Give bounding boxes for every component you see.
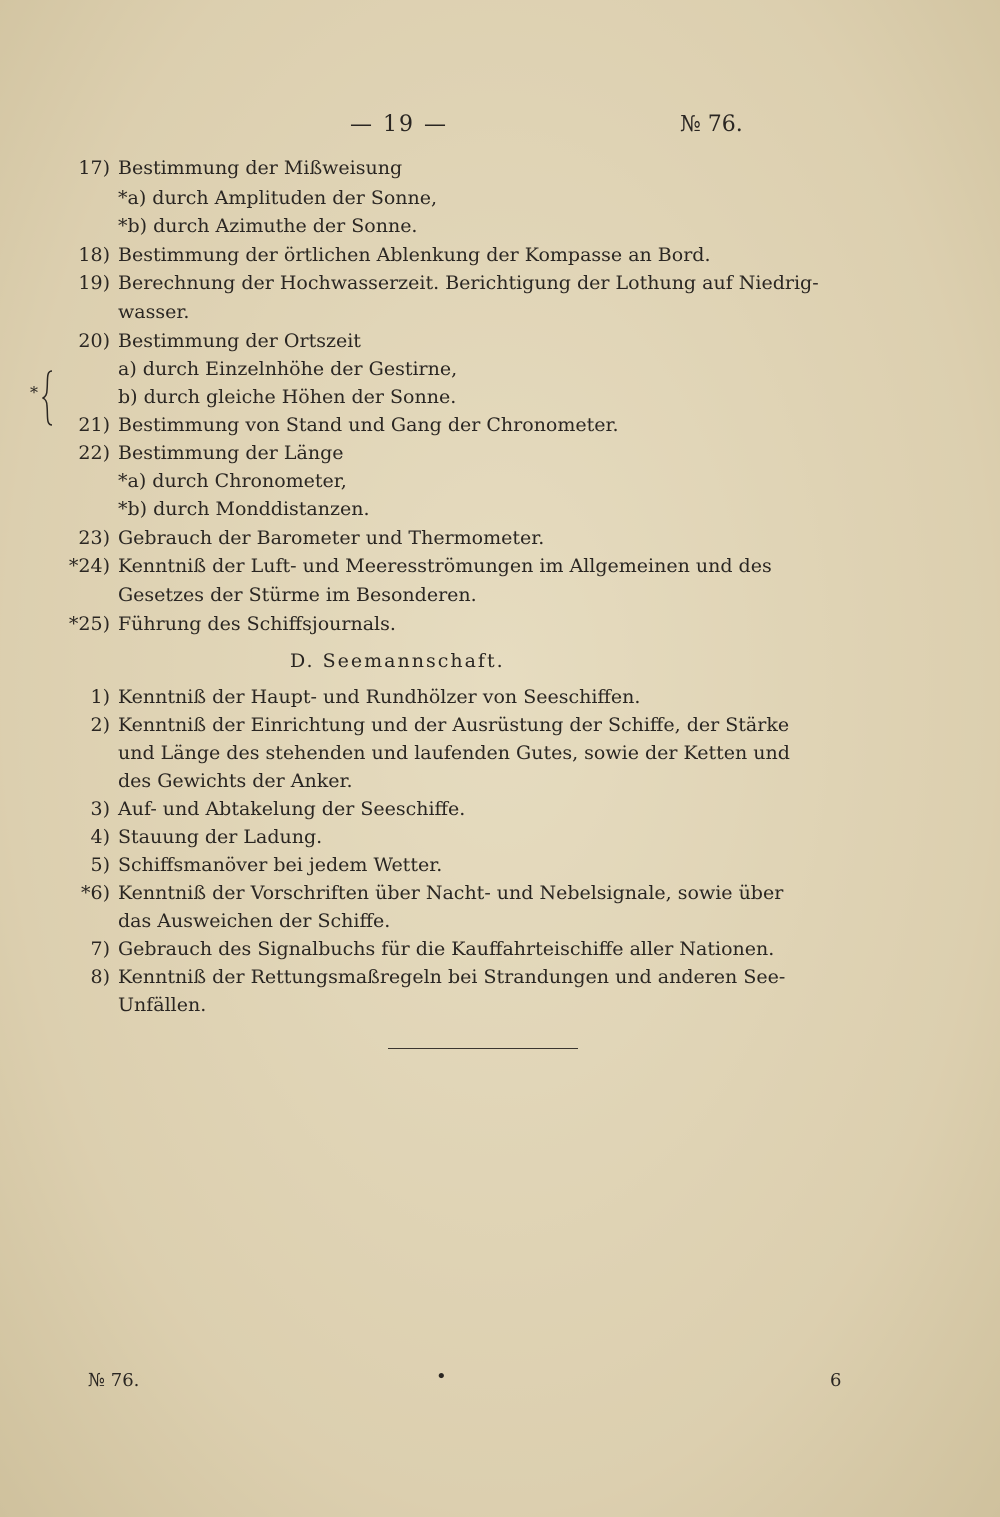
item-number: 1): [90, 686, 110, 708]
line-text: Kenntniß der Einrichtung und der Ausrüstung der Schiffe, der Stärke: [118, 714, 790, 736]
item-number: 2): [90, 714, 110, 736]
item-number: 19): [78, 272, 110, 294]
text-line: [0, 648, 1000, 675]
curly-brace-icon: [42, 370, 54, 426]
text-line: [0, 553, 1000, 580]
item-number: 23): [78, 527, 110, 549]
text-line: [0, 412, 1000, 439]
line-text: Bestimmung der Mißweisung: [118, 157, 403, 179]
item-number: 5): [90, 854, 110, 876]
footer-doc-number: № 76.: [88, 1370, 140, 1391]
item-number: 17): [78, 157, 110, 179]
line-text: wasser.: [118, 301, 190, 323]
text-line: [0, 824, 1000, 851]
item-number: *6): [80, 882, 110, 904]
item-number: 4): [90, 826, 110, 848]
line-text: das Ausweichen der Schiffe.: [118, 910, 391, 932]
line-text: Bestimmung der örtlichen Ablenkung der Kompasse an Bord.: [118, 244, 711, 266]
line-text: Gebrauch der Barometer und Thermometer.: [118, 527, 545, 549]
line-text: *b) durch Monddistanzen.: [118, 498, 370, 520]
item-number: 3): [90, 798, 110, 820]
footer-dot: •: [436, 1366, 447, 1387]
text-line: [0, 740, 1000, 767]
text-line: [0, 880, 1000, 907]
item-number: 8): [90, 966, 110, 988]
line-text: Bestimmung der Länge: [118, 442, 344, 464]
page-number: — 19 —: [350, 112, 448, 137]
text-line: [0, 299, 1000, 326]
text-line: [0, 440, 1000, 467]
text-line: [0, 936, 1000, 963]
section-rule: [388, 1048, 578, 1049]
section-heading: D. Seemannschaft.: [290, 650, 505, 672]
text-line: [0, 582, 1000, 609]
line-text: Bestimmung von Stand und Gang der Chronometer.: [118, 414, 619, 436]
text-line: [0, 525, 1000, 552]
line-text: Kenntniß der Vorschriften über Nacht- und Nebelsignale, sowie über: [118, 882, 784, 904]
text-line: [0, 684, 1000, 711]
text-line: [0, 992, 1000, 1019]
line-text: *a) durch Chronometer,: [118, 470, 347, 492]
item-number: *24): [68, 555, 110, 577]
line-text: Stauung der Ladung.: [118, 826, 323, 848]
line-text: Unfällen.: [118, 994, 207, 1016]
line-text: Berechnung der Hochwasserzeit. Berichtigung der Lothung auf Niedrig-: [118, 272, 819, 294]
line-text: Kenntniß der Rettungsmaßregeln bei Strandungen und anderen See-: [118, 966, 786, 988]
line-text: und Länge des stehenden und laufenden Gutes, sowie der Ketten und: [118, 742, 790, 764]
text-line: [0, 356, 1000, 383]
line-text: Gesetzes der Stürme im Besonderen.: [118, 584, 477, 606]
text-line: [0, 908, 1000, 935]
item-number: 21): [78, 414, 110, 436]
line-text: b) durch gleiche Höhen der Sonne.: [118, 386, 457, 408]
text-line: [0, 213, 1000, 240]
line-text: Gebrauch des Signalbuchs für die Kauffahrteischiffe aller Nationen.: [118, 938, 775, 960]
line-text: Bestimmung der Ortszeit: [118, 330, 361, 352]
text-line: [0, 796, 1000, 823]
item-number: *25): [68, 613, 110, 635]
text-line: [0, 242, 1000, 269]
line-text: *a) durch Amplituden der Sonne,: [118, 187, 438, 209]
line-text: *b) durch Azimuthe der Sonne.: [118, 215, 418, 237]
line-text: Führung des Schiffsjournals.: [118, 613, 396, 635]
brace-asterisk: *: [30, 383, 38, 402]
line-text: des Gewichts der Anker.: [118, 770, 353, 792]
text-line: [0, 155, 1000, 182]
line-text: Auf- und Abtakelung der Seeschiffe.: [118, 798, 466, 820]
text-line: [0, 712, 1000, 739]
text-line: [0, 611, 1000, 638]
line-text: Kenntniß der Haupt- und Rundhölzer von Seeschiffen.: [118, 686, 641, 708]
item-number: 18): [78, 244, 110, 266]
text-line: [0, 768, 1000, 795]
line-text: a) durch Einzelnhöhe der Gestirne,: [118, 358, 458, 380]
text-line: [0, 185, 1000, 212]
line-text: Schiffsmanöver bei jedem Wetter.: [118, 854, 443, 876]
footer-signature-mark: 6: [830, 1370, 842, 1391]
text-line: [0, 496, 1000, 523]
document-number: № 76.: [680, 112, 743, 137]
item-number: 22): [78, 442, 110, 464]
text-line: [0, 384, 1000, 411]
text-line: [0, 468, 1000, 495]
text-line: [0, 328, 1000, 355]
item-number: 7): [90, 938, 110, 960]
text-line: [0, 852, 1000, 879]
line-text: Kenntniß der Luft- und Meeresströmungen im Allgemeinen und des: [118, 555, 772, 577]
text-line: [0, 964, 1000, 991]
text-line: [0, 270, 1000, 297]
item-number: 20): [78, 330, 110, 352]
